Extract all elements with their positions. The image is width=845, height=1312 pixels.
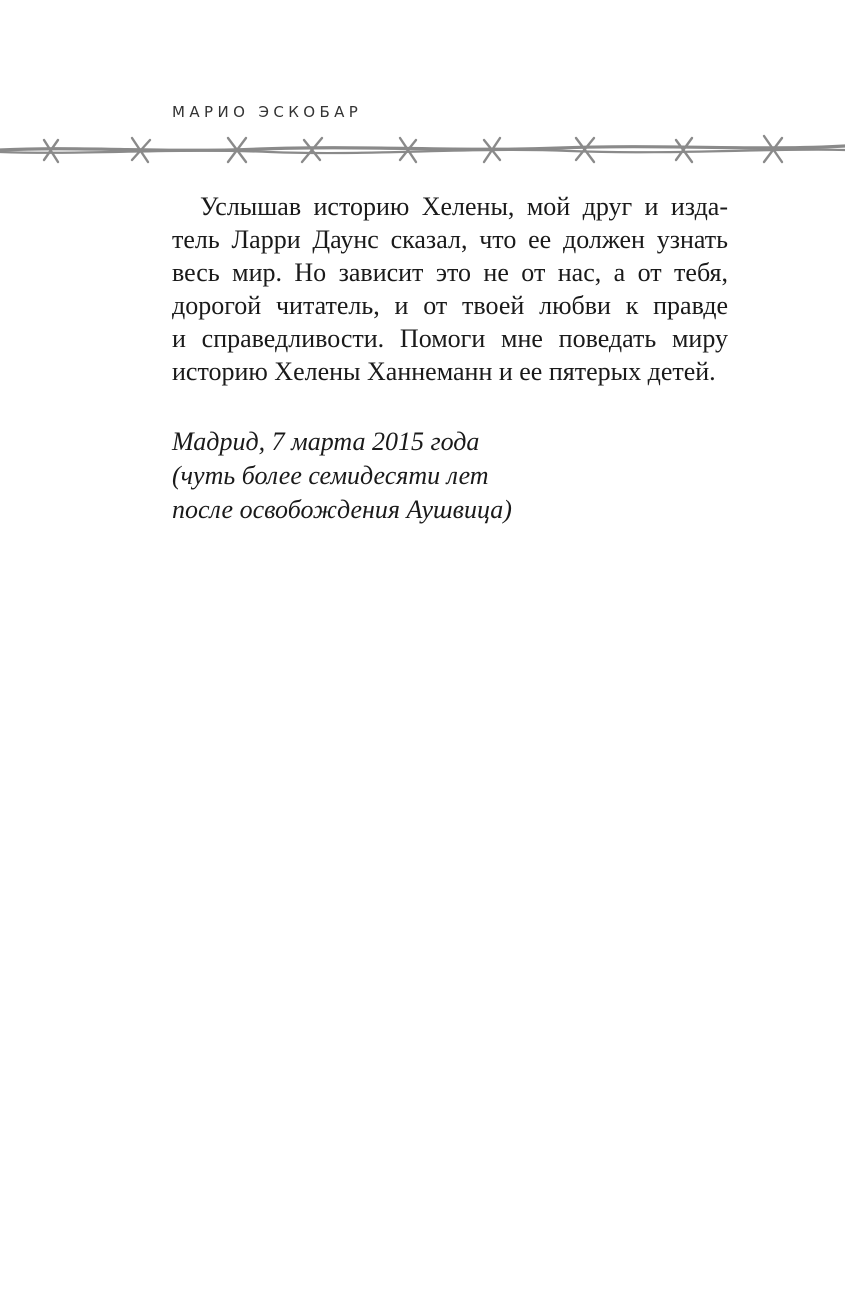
signature-line: (чуть более семидесяти лет bbox=[172, 461, 489, 490]
paragraph-line: дорогой читатель, и от твоей любви к правде bbox=[172, 291, 728, 320]
body-paragraph bbox=[172, 190, 728, 388]
signature-line: после освобождения Аушвица) bbox=[172, 495, 512, 524]
paragraph-line: весь мир. Но зависит это не от нас, а от тебя, bbox=[172, 258, 728, 287]
paragraph-line: Услышав историю Хелены, мой друг и изда- bbox=[200, 192, 728, 221]
paragraph-line: и справедливости. Помоги мне поведать миру bbox=[172, 324, 728, 353]
signature-line: Мадрид, 7 марта 2015 года bbox=[172, 427, 480, 456]
barbed-wire-icon bbox=[0, 126, 845, 176]
paragraph-line: тель Ларри Даунс сказал, что ее должен узнать bbox=[172, 225, 728, 254]
paragraph-line: историю Хелены Ханнеманн и ее пятерых детей. bbox=[172, 357, 716, 386]
running-head-author: МАРИО ЭСКОБАР bbox=[172, 103, 363, 121]
signature-block bbox=[172, 425, 512, 527]
